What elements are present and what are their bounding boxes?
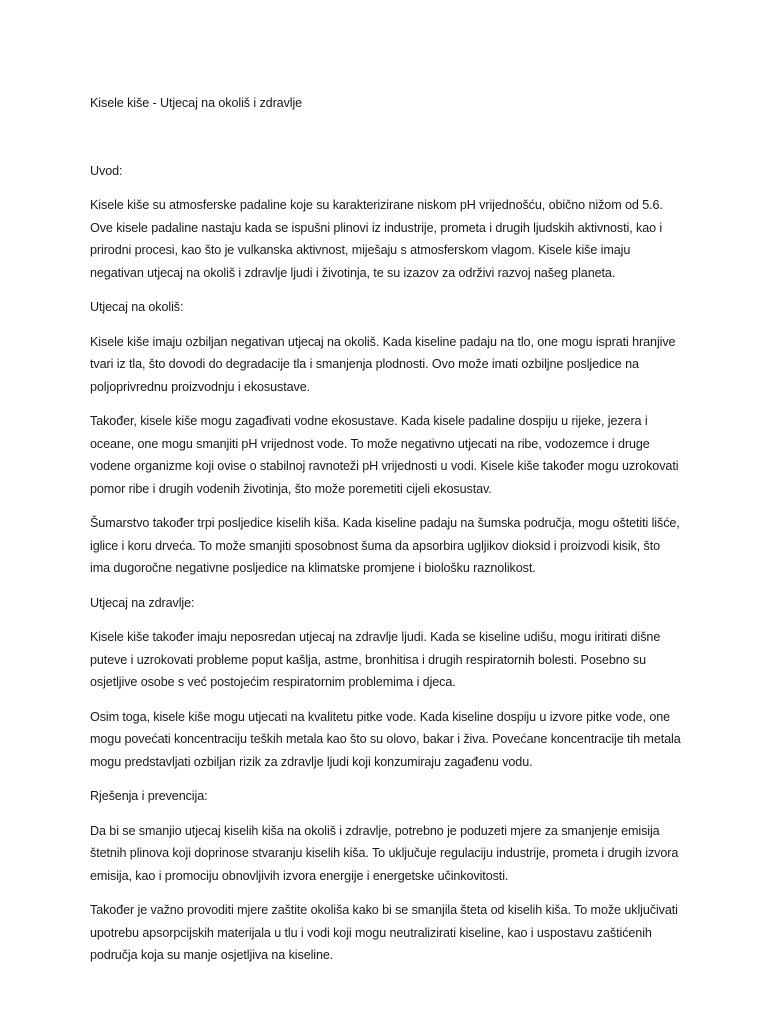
paragraph: Šumarstvo također trpi posljedice kiselih kiša. Kada kiseline padaju na šumska područja, mogu oštetiti lišće, iglice i koru drveća. To može smanjiti sposobnost šuma da apsorbira ugljikov dioksid i proizvodi kisik, što ima dugoročne negativne posljedice na klimatske promjene i biološku raznolikost. (90, 516, 680, 575)
document-page (90, 92, 682, 979)
paragraph: Da bi se smanjio utjecaj kiselih kiša na okoliš i zdravlje, potrebno je poduzeti mjere za smanjenje emisija štetnih plinova koji doprinose stvaranju kiselih kiša. To uključuje regulaciju industrije, prometa i drugih izvora emisija, kao i promociju obnovljivih izvora energije i energetske učinkovitosti. (90, 823, 679, 883)
paragraph: Također, kisele kiše mogu zagađivati vodne ekosustave. Kada kisele padaline dospiju u rijeke, jezera i oceane, one mogu smanjiti pH vrijednost vode. To može negativno utjecati na ribe, vodozemce i druge vodene organizme koji ovise o stabilnoj ravnoteži pH vrijednosti u vodi. Kisele kiše također mogu uzrokovati pomor ribe i drugih vodenih životinja, što može poremetiti cijeli ekosustav. (90, 414, 679, 496)
paragraph: Kisele kiše imaju ozbiljan negativan utjecaj na okoliš. Kada kiseline padaju na tlo, one mogu isprati hranjive tvari iz tla, što dovodi do degradacije tla i smanjenja plodnosti. Ovo može imati ozbiljne posljedice na poljoprivrednu proizvodnju i ekosustave. (90, 334, 676, 394)
paragraph: Kisele kiše su atmosferske padaline koje su karakterizirane niskom pH vrijednošću, obično nižom od 5.6. Ove kisele padaline nastaju kada se ispušni plinovi iz industrije, prometa i drugih ljudskih aktivnosti, kao i prirodni procesi, kao što je vulkanska aktivnost, miješaju s atmosferskom vlagom. Kisele kiše imaju negativan utjecaj na okoliš i zdravlje ljudi i životinja, te su izazov za održivi razvoj našeg planeta. (90, 198, 663, 280)
section-heading: Uvod: (90, 163, 123, 178)
section-utjecaj-na-zdravlje (90, 592, 682, 774)
section-uvod (90, 160, 682, 285)
paragraph: Također je važno provoditi mjere zaštite okoliša kako bi se smanjila šteta od kiselih kiša. To može uključivati upotrebu apsorpcijskih materijala u tlu i vodi koji mogu neutralizirati kiseline, kao i uspostavu zaštićenih područja koja su manje osjetljiva na kiseline. (90, 903, 678, 962)
paragraph: Kisele kiše također imaju neposredan utjecaj na zdravlje ljudi. Kada se kiseline udišu, mogu iritirati dišne puteve i uzrokovati probleme poput kašlja, astme, bronhitisa i drugih respiratornih bolesti. Posebno su osjetljive osobe s već postojećim respiratornim problemima i djeca. (90, 630, 661, 689)
section-utjecaj-na-okolis (90, 296, 682, 580)
section-heading: Utjecaj na zdravlje: (90, 595, 195, 610)
document-title: Kisele kiše - Utjecaj na okoliš i zdravlje (90, 96, 303, 110)
section-rjesenja-i-prevencija (90, 785, 682, 967)
section-heading: Rješenja i prevencija: (90, 789, 208, 803)
paragraph: Osim toga, kisele kiše mogu utjecati na kvalitetu pitke vode. Kada kiseline dospiju u izvore pitke vode, one mogu povećati koncentraciju teških metala kao što su olovo, bakar i živa. Povećane koncentracije tih metala mogu predstavljati ozbiljan rizik za zdravlje ljudi koji konzumiraju zagađenu vodu. (90, 709, 681, 769)
section-heading: Utjecaj na okoliš: (90, 300, 184, 314)
